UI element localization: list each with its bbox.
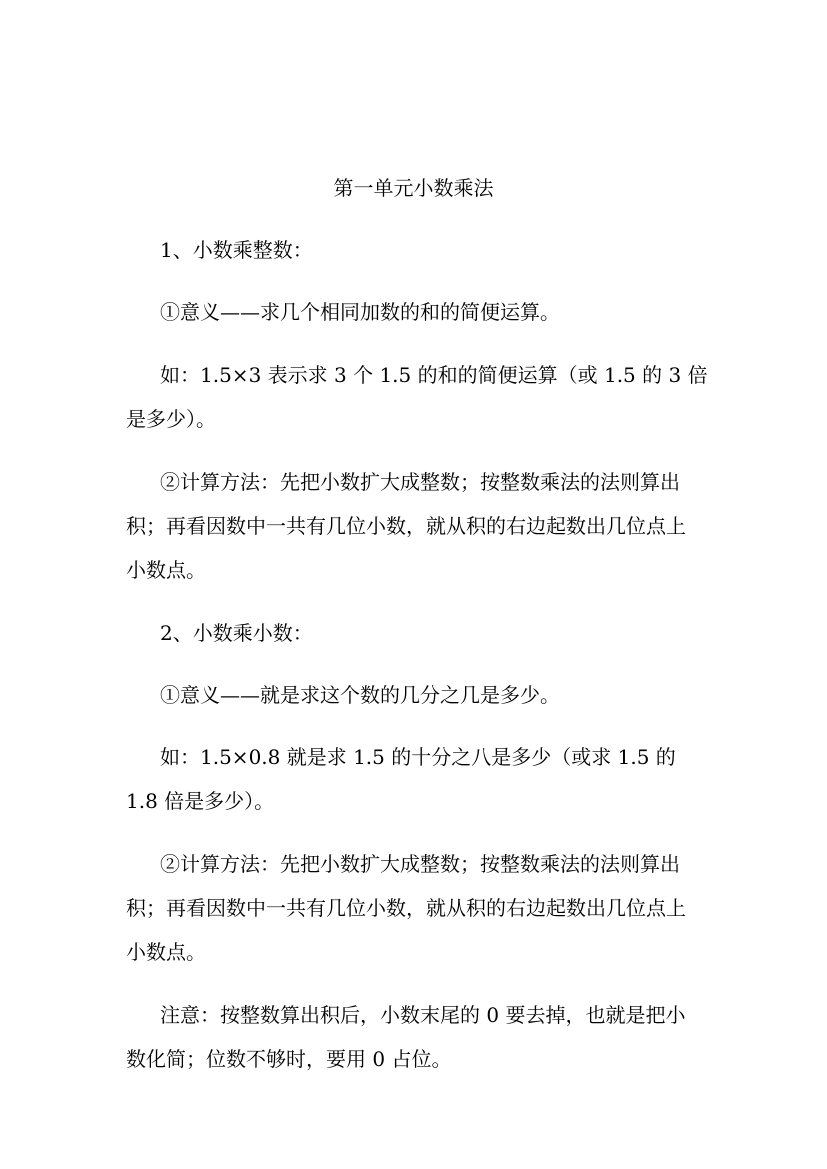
- section-2-heading: 2、小数乘小数：: [160, 621, 313, 645]
- section-1-meaning: ①意义——求几个相同加数的和的简便运算。: [160, 300, 560, 324]
- note-line-2: 数化简；位数不够时，要用 0 占位。: [126, 1047, 452, 1071]
- section-1-method-line-1: ②计算方法：先把小数扩大成整数；按整数乘法的法则算出: [160, 470, 680, 494]
- note-line-1: 注意：按整数算出积后，小数末尾的 0 要去掉，也就是把小: [160, 1003, 686, 1027]
- section-1-heading: 1、小数乘整数：: [160, 238, 313, 262]
- section-2-meaning: ①意义——就是求这个数的几分之几是多少。: [160, 683, 560, 707]
- section-2-example-line-2: 1.8 倍是多少）。: [126, 789, 275, 813]
- section-1-method-line-2: 积；再看因数中一共有几位小数，就从积的右边起数出几位点上: [126, 514, 686, 538]
- section-2-method-line-1: ②计算方法：先把小数扩大成整数；按整数乘法的法则算出: [160, 852, 680, 876]
- section-1-example-line-2: 是多少）。: [126, 407, 216, 431]
- section-2-method-line-2: 积；再看因数中一共有几位小数，就从积的右边起数出几位点上: [126, 896, 686, 920]
- section-1-method-line-3: 小数点。: [126, 558, 206, 582]
- section-1-example-line-1: 如：1.5×3 表示求 3 个 1.5 的和的简便运算（或 1.5 的 3 倍: [160, 363, 708, 387]
- section-2-example-line-1: 如：1.5×0.8 就是求 1.5 的十分之八是多少（或求 1.5 的: [160, 745, 676, 769]
- document-title: 第一单元小数乘法: [333, 176, 494, 200]
- section-2-method-line-3: 小数点。: [126, 940, 206, 964]
